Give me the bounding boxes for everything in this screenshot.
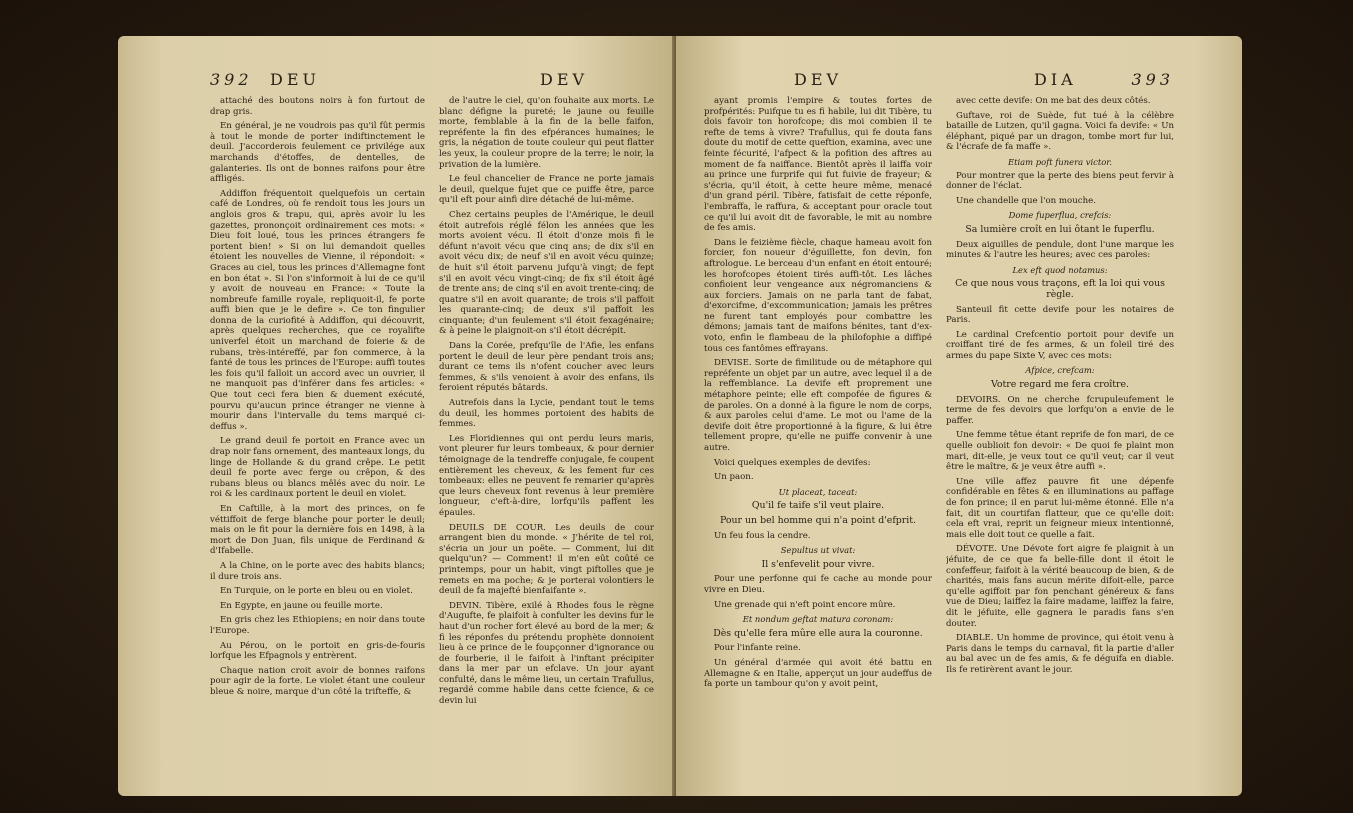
paragraph: En Egypte, en jaune ou feuille morte.: [220, 600, 383, 611]
motto-line: Dome fuperflua, crefcis:: [1008, 210, 1112, 221]
paragraph: Voici quelques exemples de devifes:: [714, 457, 871, 468]
page-number: 393: [1131, 70, 1174, 89]
paragraph: DEVOIRS. On ne cherche fcrupuleufement le terme de fes devoirs que lorfqu'on a envie de le paffer.: [946, 394, 1174, 426]
paragraph: Le feul chancelier de France ne porte jamais le deuil, quelque fujet que ce puiffe être, parce qu'il eft pour ainfi dire détaché de lui-même.: [439, 174, 654, 206]
paragraph: ayant promis l'empire & toutes fortes de profpérités: Puifque tu es fi habile, lui dit Tibère, tu dois favoir ton horofcope; dis moi combien il te refte de tems à vivre? Trafullus, qui fe douta fans doute du motif de cette queftion, examina, avec une feinte fécurité, l'afpect & la pofition des aftres au moment de fa naiffance. Bientôt après il laiffa voir au prince une furprife qui fut fuivie de frayeur; & s'écria, qu'il étoit, à cette heure même, menacé d'un grand péril. Tibère, fatisfait de cette réponfe, l'embraffa, le raffura, & acceptant pour oracle tout ce qu'il lui avoit dit de favorable, le mit au nombre de fes amis.: [704, 96, 932, 234]
motto-line: Qu'il fe taife s'il veut plaire.: [751, 500, 885, 512]
paragraph: DEVISE. Sorte de fimilitude ou de métaphore qui repréfente un objet par un autre, avec lequel il a de la reffemblance. La devife eft proprement une métaphore peinte; elle eft compofée de figures & de paroles. On a donné à la figure le nom de corps, & aux paroles celui d'ame. Le mot ou l'ame de la devife doit être proportionné à la figure, & lui être tellement propre, qu'elle ne puiffe convenir à une autre.: [704, 358, 932, 453]
right-page-column-2: [946, 96, 1174, 786]
paragraph: Pour l'infante reine.: [714, 643, 801, 654]
paragraph: Dans le feizième fiècle, chaque hameau avoit fon forcier, fon noueur d'éguillette, fon devin, fon aftrologue. Le berceau d'un enfant en étoit entouré; les horofcopes étoient tirés auffi-tôt. Les lâches confioient leur vengeance aux négromanciens & aux forciers. Jamais on ne parla tant de fabat, d'exorcifme, d'excommunication; jamais les prêtres ne furent tant employés pour combattre les démons; jamais tant de maifons bénites, tant d'ex-voto, enfin le flambeau de la philofophie a diffipé tous ces fantômes effrayans.: [704, 237, 932, 354]
paragraph: DEVIN. Tibère, exilé à Rhodes fous le règne d'Augufte, fe plaifoit à confulter les devins fur le haut d'un rocher fort élevé au bord de la mer; & fi les réponfes du prétendu prophète donnoient lieu à ce prince de le foupçonner d'ignorance ou de fourberie, il le faifoit à l'inftant précipiter dans la mer par un efclave. Un jour ayant confulté, dans le même lieu, un certain Trafullus, regardé comme habile dans cette fcience, & ce devin lui: [439, 600, 654, 707]
motto-line: Sepultus ut vivat:: [780, 545, 856, 556]
paragraph: Guftave, roi de Suède, fut tué à la célèbre bataille de Lutzen, qu'il gagna. Voici fa devife: « Un éléphant, piqué par un dragon, tombe mort fur lui, & l'écrafe de fa maffe ».: [946, 110, 1174, 153]
paragraph: Les Floridiennes qui ont perdu leurs maris, vont pleurer fur leurs tombeaux, & pour dernier témoignage de la tendreffe conjugale, fe coupent entièrement les cheveux, & les fement fur ces tombeaux: elles ne peuvent fe remarier qu'après que leurs cheveux font revenus à leur première longueur, c'eft-à-dire, lorfqu'ils paffent les épaules.: [439, 433, 654, 518]
running-head-right: DIA: [1034, 70, 1077, 89]
motto-line: Afpice, crefcam:: [1025, 365, 1095, 376]
paragraph: Un paon.: [714, 472, 754, 483]
motto-line: Sa lumière croît en lui ôtant le fuperflu.: [965, 223, 1155, 235]
paragraph: attaché des boutons noirs à fon furtout de drap gris.: [210, 96, 425, 117]
right-page-column-1: [704, 96, 932, 786]
running-head-right: DEV: [540, 70, 589, 89]
page-number: 392: [210, 70, 253, 89]
left-page: [118, 36, 680, 796]
motto-line: Ce que nous vous traçons, eft la loi qui vous règle.: [955, 278, 1165, 300]
paragraph: En gris chez les Ethiopiens; en noir dans toute l'Europe.: [210, 615, 425, 636]
paragraph: DÉVOTE. Une Dévote fort aigre fe plaignit à un jéfuite, de ce que fa belle-fille dont il étoit le confeffeur, faifoit à la vérité beaucoup de bien, & de charités, mais fans aucun mérite difoit-elle, parce qu'elle agiffoit par fon penchant généreux & fans vue de Dieu; laiffez la faire madame, laiffez la faire, dit le jéfuite, elle gagnera le paradis fans s'en douter.: [946, 544, 1174, 629]
paragraph: Santeuil fit cette devife pour les notaires de Paris.: [946, 304, 1174, 326]
paragraph: Une grenade qui n'eft point encore mûre.: [714, 599, 896, 610]
right-page-header: [704, 70, 1174, 90]
paragraph: Le grand deuil fe portoit en France avec un drap noir fans ornement, des manteaux longs, du linge de Hollande & du grand crêpe. Le petit deuil fe porte avec ferge ou crêpon, & des rubans bleus ou blancs mêlés avec du noir. Le roi & les cardinaux portent le deuil en violet.: [210, 436, 425, 500]
right-page: [676, 36, 1242, 796]
left-page-header: [210, 70, 654, 90]
motto-line: Ut placeat, taceat:: [778, 486, 858, 497]
paragraph: A la Chine, on le porte avec des habits blancs; il dure trois ans.: [210, 560, 425, 582]
paragraph: En Caftille, à la mort des princes, on fe véttiffoit de ferge blanche pour porter le deuil; mais on le fit pour la dernière fois en 1498, à la mort de Don Juan, fils unique de Ferdinand & d'Ifabelle.: [210, 503, 425, 557]
paragraph: Chaque nation croit avoir de bonnes raifons pour agir de la forte. Le violet étant une couleur bleue & noire, marque d'un côté la trifteffe, &: [210, 665, 425, 697]
motto-line: Etiam poft funera victor.: [1007, 156, 1113, 167]
paragraph: Une ville affez pauvre fit une dépenfe confidérable en fêtes & en illuminations au paffage de fon prince; il en parut lui-même étonné. Elle n'a fait, dit un courtifan flatteur, que ce qu'elle doit: cela eft vrai, reprit un feigneur mieux intentionné, mais elle doit tout ce quelle a fait.: [946, 476, 1174, 540]
paragraph: DEUILS DE COUR. Les deuils de cour arrangent bien du monde. « J'hérite de tel roi, s'écria un jour un poëte. — Comment, lui dit quelqu'un? — Comment! il m'en eût coûté ce printemps, pour un habit, vingt piftolles que je remets en ma poche; & je porterai volontiers le deuil de fa majefté bienfaifante ».: [439, 522, 654, 597]
paragraph: Un feu fous la cendre.: [714, 530, 811, 541]
paragraph: Dans la Corée, prefqu'île de l'Afie, les enfans portent le deuil de leur père pendant trois ans; durant ce tems ils n'ofent coucher avec leurs femmes, & s'ils venoient à avoir des enfans, ils feroient réputés bâtards.: [439, 341, 654, 394]
left-page-column-2: [439, 96, 654, 786]
paragraph: Autrefois dans la Lycie, pendant tout le tems du deuil, les hommes portoient des habits de femmes.: [439, 398, 654, 430]
paragraph: Addiffon fréquentoit quelquefois un certain café de Londres, où fe rendoit tous les jours un anglois gros & trapu, qui, après avoir lu les gazettes, prononçoit ordinairement ces mots: « Dieu foit loué, tous les princes étrangers fe portent bien! » Si on lui demandoit quelles étoient les nouvelles de Vienne, il répondoit: « Graces au ciel, tous les princes d'Allemagne font en bon état ». Si l'on s'informoit à lui de ce qu'il y avoit de nouveau en France: « Toute la nombreufe famille royale, repliquoit-il, fe porte auffi bien que je le defire ». Ce ton fingulier donna de la curiofité à Addiffon, qui découvrit, après quelques recherches, que ce royalifte univerfel étoit un marchand de foierie & de rubans, très-intéreffé, par fon commerce, à la fanté de tous les princes de l'Europe: auffi toutes les fois qu'il falloit un accord avec un ouvrier, il ne manquoit pas d'inférer dans fes articles: « Que tout ceci fera bien & duement exécuté, pourvu qu'aucun prince étranger ne vienne à mourir dans l'intervalle du tems marqué ci-deffus ».: [210, 188, 425, 432]
paragraph: Le cardinal Crefcentio portoit pour devife un croiffant tiré de fes armes, & un foleil tiré des armes du pape Sixte V, avec ces mots:: [946, 329, 1174, 361]
motto-line: Lex eft quod notamus:: [1012, 264, 1108, 275]
motto-line: Dès qu'elle fera mûre elle aura la couronne.: [713, 627, 923, 639]
paragraph: Une chandelle que l'on mouche.: [956, 195, 1096, 206]
paragraph: Pour une perfonne qui fe cache au monde pour vivre en Dieu.: [704, 574, 932, 595]
paragraph: Pour montrer que la perte des biens peut fervir à donner de l'éclat.: [946, 170, 1174, 192]
paragraph: En Turquie, on le porte en bleu ou en violet.: [220, 586, 413, 597]
paragraph: Au Pérou, on le portoit en gris-de-fouris lorfque les Efpagnols y entrèrent.: [210, 640, 425, 662]
motto-line: Et nondum geftat matura coronam:: [742, 614, 894, 625]
paragraph: DIABLE. Un homme de province, qui étoit venu à Paris dans le temps du carnaval, fit la partie d'aller au bal avec un de fes amis, & fe déguifa en diable. Ils fe retirèrent avant le jour.: [946, 633, 1174, 675]
paragraph: Chez certains peuples de l'Amérique, le deuil étoit autrefois réglé félon les années que les morts avoient vécu. Il étoit d'onze mois fi le défunt n'avoit vécu que cinq ans; de dix s'il en avoit vécu dix; de neuf s'il en avoit vécu quinze; de huit s'il étoit parvenu jufqu'à vingt; de fept s'il en avoit vécu vingt-cinq; de fix s'il étoit âgé de trente ans; de cinq s'il en avoit trente-cinq; de quatre s'il en avoit quarante; de trois s'il paffoit les quarante-cinq; de deux s'il paffoit les cinquante; d'un feulement s'il étoit fexagénaire; & à peine le plaignoit-on s'il étoit décrépit.: [439, 209, 654, 337]
running-head-left: DEU: [270, 70, 320, 89]
paragraph: Deux aiguilles de pendule, dont l'une marque les minutes & l'autre les heures; avec ces paroles:: [946, 239, 1174, 261]
paragraph: Un général d'armée qui avoit été battu en Allemagne & en Italie, apperçut un jour audeffus de fa porte un tambour qu'on y avoit peint,: [704, 657, 932, 690]
paragraph: de l'autre le ciel, qu'on fouhaite aux morts. Le blanc défigne la pureté; le jaune ou feuille morte, femblable à la fin de la belle faifon, repréfente la fin des efpérances humaines; le gris, la négation de toute couleur qui peut flatter les yeux, la couleur propre de la terre; le noir, la privation de la lumière.: [439, 96, 654, 170]
motto-line: Il s'enfevelit pour vivre.: [761, 558, 875, 570]
motto-line: Pour un bel homme qui n'a point d'efprit.: [719, 514, 917, 526]
left-page-column-1: [210, 96, 425, 786]
paragraph: avec cette devife: On me bat des deux côtés.: [956, 96, 1151, 106]
paragraph: En général, je ne voudrois pas qu'il fût permis à tout le monde de porter indiftinctement le deuil. J'accorderois feulement ce privilége aux marchands d'étoffes, de dentelles, de galanteries. Ils ont de bonnes raifons pour être affligés.: [210, 121, 425, 185]
paragraph: Une femme têtue étant reprife de fon mari, de ce quelle oublioit fon devoir: « De quoi fe plaint mon mari, dit-elle, je veux tout ce qu'il veut; car il veut être le maître, & je veux être auffi ».: [946, 430, 1174, 473]
motto-line: Votre regard me fera croître.: [990, 379, 1130, 391]
running-head-left: DEV: [794, 70, 843, 89]
